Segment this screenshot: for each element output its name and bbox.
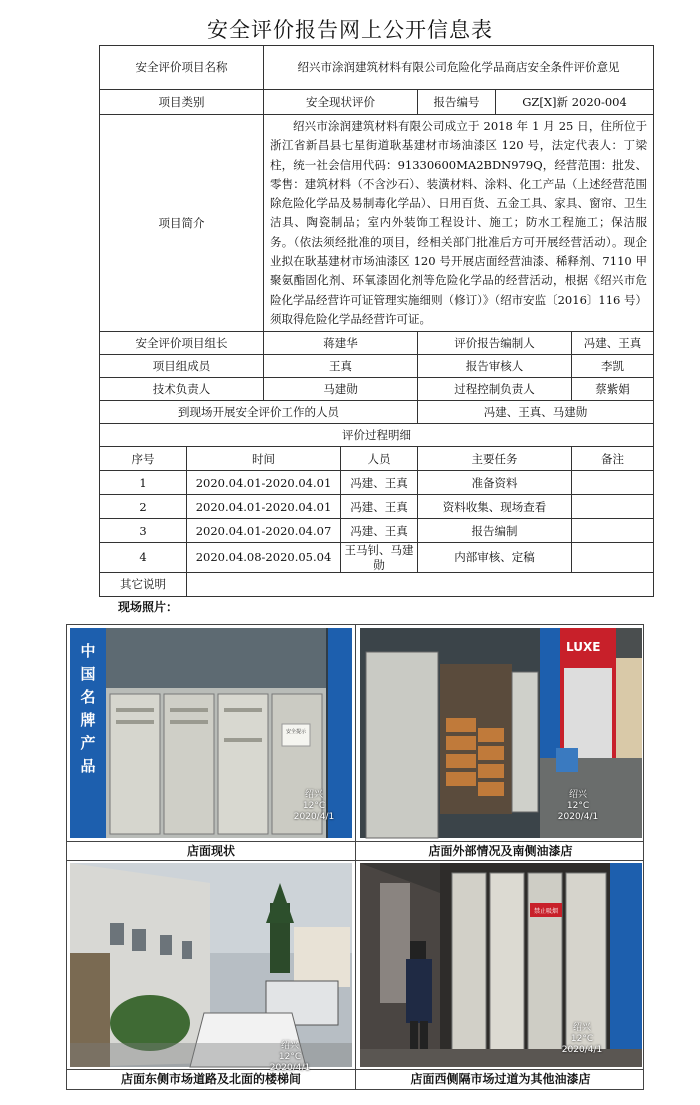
watermark-date: 2020/4/1 <box>561 1045 603 1055</box>
photo-watermark <box>556 790 600 823</box>
watermark-temp: 12°C <box>278 1052 302 1062</box>
row-intro <box>100 115 654 332</box>
reviewer-value: 李凯 <box>572 355 654 378</box>
row-people: 冯建、王真 <box>341 495 418 519</box>
sign-text: 中国名牌产品 <box>80 642 96 775</box>
row-category <box>100 90 654 115</box>
report-no-value: GZ[X]新 2020-004 <box>496 90 654 115</box>
process-header-remark: 备注 <box>572 447 654 471</box>
photo-west-aisle <box>360 863 642 1067</box>
photo-exterior <box>360 628 642 838</box>
category-label: 项目类别 <box>100 90 264 115</box>
process-ctrl-value: 蔡紫娟 <box>572 378 654 401</box>
tech-value: 马建勋 <box>264 378 418 401</box>
row-time: 2020.04.08-2020.05.04 <box>187 543 341 573</box>
east-road-photo-image <box>70 863 352 1067</box>
row-project-name <box>100 46 654 90</box>
row-seq: 1 <box>100 471 187 495</box>
row-people: 冯建、王真 <box>341 471 418 495</box>
row-time: 2020.04.01-2020.04.07 <box>187 519 341 543</box>
table-row <box>100 519 654 543</box>
table-row <box>100 543 654 573</box>
project-name-value: 绍兴市涂润建筑材料有限公司危险化学品商店安全条件评价意见 <box>264 46 654 90</box>
page-title: 安全评价报告网上公开信息表 <box>207 18 493 42</box>
divider <box>67 860 643 861</box>
watermark-date: 2020/4/1 <box>293 812 335 822</box>
photo-watermark <box>292 790 336 823</box>
watermark-location: 绍兴 <box>280 1041 299 1051</box>
other-label: 其它说明 <box>100 573 187 597</box>
photo-grid <box>66 624 644 1090</box>
row-seq: 2 <box>100 495 187 519</box>
no-smoking-sign: 禁止吸烟 <box>533 908 558 915</box>
row-other <box>100 573 654 597</box>
project-name-label: 安全评价项目名称 <box>100 46 264 90</box>
tech-label: 技术负责人 <box>100 378 264 401</box>
row-member <box>100 355 654 378</box>
row-remark <box>572 543 654 573</box>
row-seq: 4 <box>100 543 187 573</box>
writer-label: 评价报告编制人 <box>418 332 572 355</box>
intro-text: 绍兴市涂润建筑材料有限公司成立于 2018 年 1 月 25 日，住所位于浙江省新昌县七星街道耿基建材市场油漆区 120 号，法定代表人：丁梁柱，统一社会信用代码：91330600MA2BDN979Q，经营范围：批发、零售：建筑材料（不含沙石）、装潢材料、涂料、化工产品（上述经营范围除危险化学品及易制毒化学品）、日用百货、五金工具、家具、窗帘、卫生洁具、陶瓷制品；室内外装饰工程设计、施工；防水工程施工；保洁服务。（依法须经批准的项目，经相关部门批准后方可开展经营活动）。现企业拟在耿基建材市场油漆区 120 号开展店面经营油漆、稀释剂、7110 甲聚氨酯固化剂、环氧漆固化剂等危险化学品的经营活动，根据《绍兴市危险化学品经营许可证管理实施细则（修订）》（绍市安监〔2016〕116 号）须取得危险化学品经营许可证。 <box>264 115 654 332</box>
watermark-date: 2020/4/1 <box>557 812 599 822</box>
photos-label: 现场照片： <box>118 600 179 614</box>
other-value <box>187 573 654 597</box>
row-people: 王马钊、马建勋 <box>341 543 418 573</box>
writer-value: 冯建、王真 <box>572 332 654 355</box>
row-time: 2020.04.01-2020.04.01 <box>187 471 341 495</box>
row-task: 报告编制 <box>418 519 572 543</box>
member-label: 项目组成员 <box>100 355 264 378</box>
process-header-seq: 序号 <box>100 447 187 471</box>
report-no-label: 报告编号 <box>418 90 496 115</box>
photo-watermark <box>560 1023 604 1056</box>
row-tech <box>100 378 654 401</box>
watermark-location: 绍兴 <box>568 790 587 800</box>
row-remark <box>572 471 654 495</box>
process-ctrl-label: 过程控制负责人 <box>418 378 572 401</box>
table-row <box>100 471 654 495</box>
intro-label: 项目简介 <box>100 115 264 332</box>
row-task: 资料收集、现场查看 <box>418 495 572 519</box>
photo-caption: 店面西侧隔市场过道为其他油漆店 <box>410 1072 591 1086</box>
row-time: 2020.04.01-2020.04.01 <box>187 495 341 519</box>
leader-value: 蒋建华 <box>264 332 418 355</box>
category-value: 安全现状评价 <box>264 90 418 115</box>
info-table <box>99 45 654 597</box>
watermark-date: 2020/4/1 <box>269 1063 311 1073</box>
reviewer-label: 报告审核人 <box>418 355 572 378</box>
watermark-location: 绍兴 <box>304 790 323 800</box>
sign-luxe: LUXE <box>566 640 601 654</box>
process-header-time: 时间 <box>187 447 341 471</box>
onsite-value: 冯建、王真、马建勋 <box>418 401 654 424</box>
row-process-detail <box>100 424 654 447</box>
table-row <box>100 495 654 519</box>
leader-label: 安全评价项目组长 <box>100 332 264 355</box>
row-task: 准备资料 <box>418 471 572 495</box>
row-remark <box>572 495 654 519</box>
process-header-row <box>100 447 654 471</box>
photo-storefront <box>70 628 352 838</box>
row-seq: 3 <box>100 519 187 543</box>
row-onsite <box>100 401 654 424</box>
process-detail-label: 评价过程明细 <box>100 424 654 447</box>
photo-caption: 店面外部情况及南侧油漆店 <box>428 844 573 858</box>
process-header-people: 人员 <box>341 447 418 471</box>
watermark-temp: 12°C <box>570 1034 594 1044</box>
watermark-temp: 12°C <box>566 801 590 811</box>
photo-east-road <box>70 863 352 1073</box>
watermark-temp: 12°C <box>302 801 326 811</box>
watermark-location: 绍兴 <box>572 1023 591 1033</box>
photo-caption: 店面现状 <box>186 844 235 858</box>
row-people: 冯建、王真 <box>341 519 418 543</box>
onsite-label: 到现场开展安全评价工作的人员 <box>100 401 418 424</box>
member-value: 王真 <box>264 355 418 378</box>
photo-caption: 店面东侧市场道路及北面的楼梯间 <box>120 1072 301 1086</box>
row-task: 内部审核、定稿 <box>418 543 572 573</box>
row-remark <box>572 519 654 543</box>
process-header-task: 主要任务 <box>418 447 572 471</box>
row-leader <box>100 332 654 355</box>
notice-text: 安全提示 <box>285 729 306 735</box>
